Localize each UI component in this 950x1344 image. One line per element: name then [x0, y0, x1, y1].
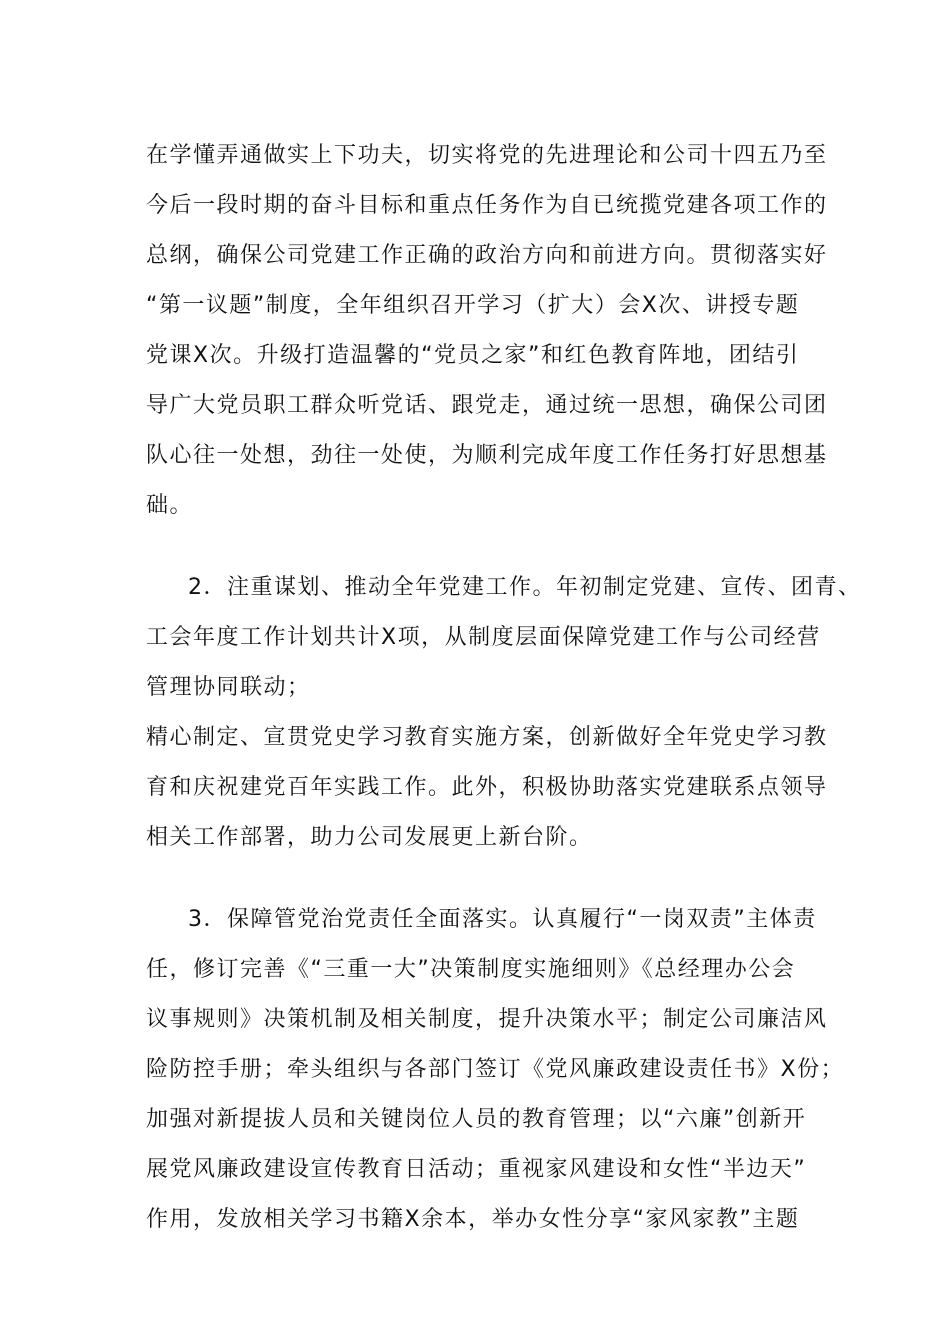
paragraph-1-line-5: 党课X次。升级打造温馨的“党员之家”和红色教育阵地，团结引 [146, 343, 800, 368]
paragraph-2-line-6: 相关工作部署，助力公司发展更上新台阶。 [146, 825, 593, 850]
paragraph-1-line-2: 今后一段时期的奋斗目标和重点任务作为自已统揽党建各项工作的 [146, 193, 828, 218]
paragraph-3-line-3: 议事规则》决策机制及相关制度，提升决策水平；制定公司廉洁风 [146, 1007, 828, 1032]
paragraph-2-line-5: 育和庆祝建党百年实践工作。此外，积极协助落实党建联系点领导 [146, 775, 828, 800]
paragraph-3-line-4: 险防控手册；牵头组织与各部门签订《党风廉政建设责任书》X份； [146, 1057, 845, 1082]
paragraph-1-line-3: 总纲，确保公司党建工作正确的政治方向和前进方向。贯彻落实好 [146, 243, 828, 268]
paragraph-2-line-3: 管理协同联动； [146, 675, 311, 700]
paragraph-2-line-4: 精心制定、宣贯党史学习教育实施方案，创新做好全年党史学习教 [146, 725, 828, 750]
paragraph-2-line-2: 工会年度工作计划共计X项，从制度层面保障党建工作与公司经营 [146, 625, 821, 650]
paragraph-3-line-5: 加强对新提拔人员和关键岗位人员的教育管理；以“六廉”创新开 [146, 1107, 807, 1132]
paragraph-3-line-6: 展党风廉政建设宣传教育日活动；重视家风建设和女性“半边天” [146, 1157, 807, 1182]
paragraph-2-line-1: 2．注重谋划、推动全年党建工作。年初制定党建、宣传、团青、 [188, 575, 862, 600]
paragraph-1-line-1: 在学懂弄通做实上下功夫，切实将党的先进理论和公司十四五乃至 [146, 143, 828, 168]
paragraph-3-line-7: 作用，发放相关学习书籍X余本，举办女性分享“家风家教”主题 [146, 1207, 800, 1232]
paragraph-3-line-1: 3．保障管党治党责任全面落实。认真履行“一岗双责”主体责 [188, 907, 817, 932]
paragraph-1-line-6: 导广大党员职工群众听党话、跟党走，通过统一思想，确保公司团 [146, 393, 828, 418]
paragraph-1-line-4: “第一议题”制度，全年组织召开学习（扩大）会X次、讲授专题 [146, 293, 800, 318]
paragraph-1-line-8: 础。 [146, 493, 194, 518]
paragraph-3-line-2: 任，修订完善《“三重一大”决策制度实施细则》《总经理办公会 [146, 957, 796, 982]
paragraph-1-line-7: 队心往一处想，劲往一处使，为顺利完成年度工作任务打好思想基 [146, 443, 828, 468]
